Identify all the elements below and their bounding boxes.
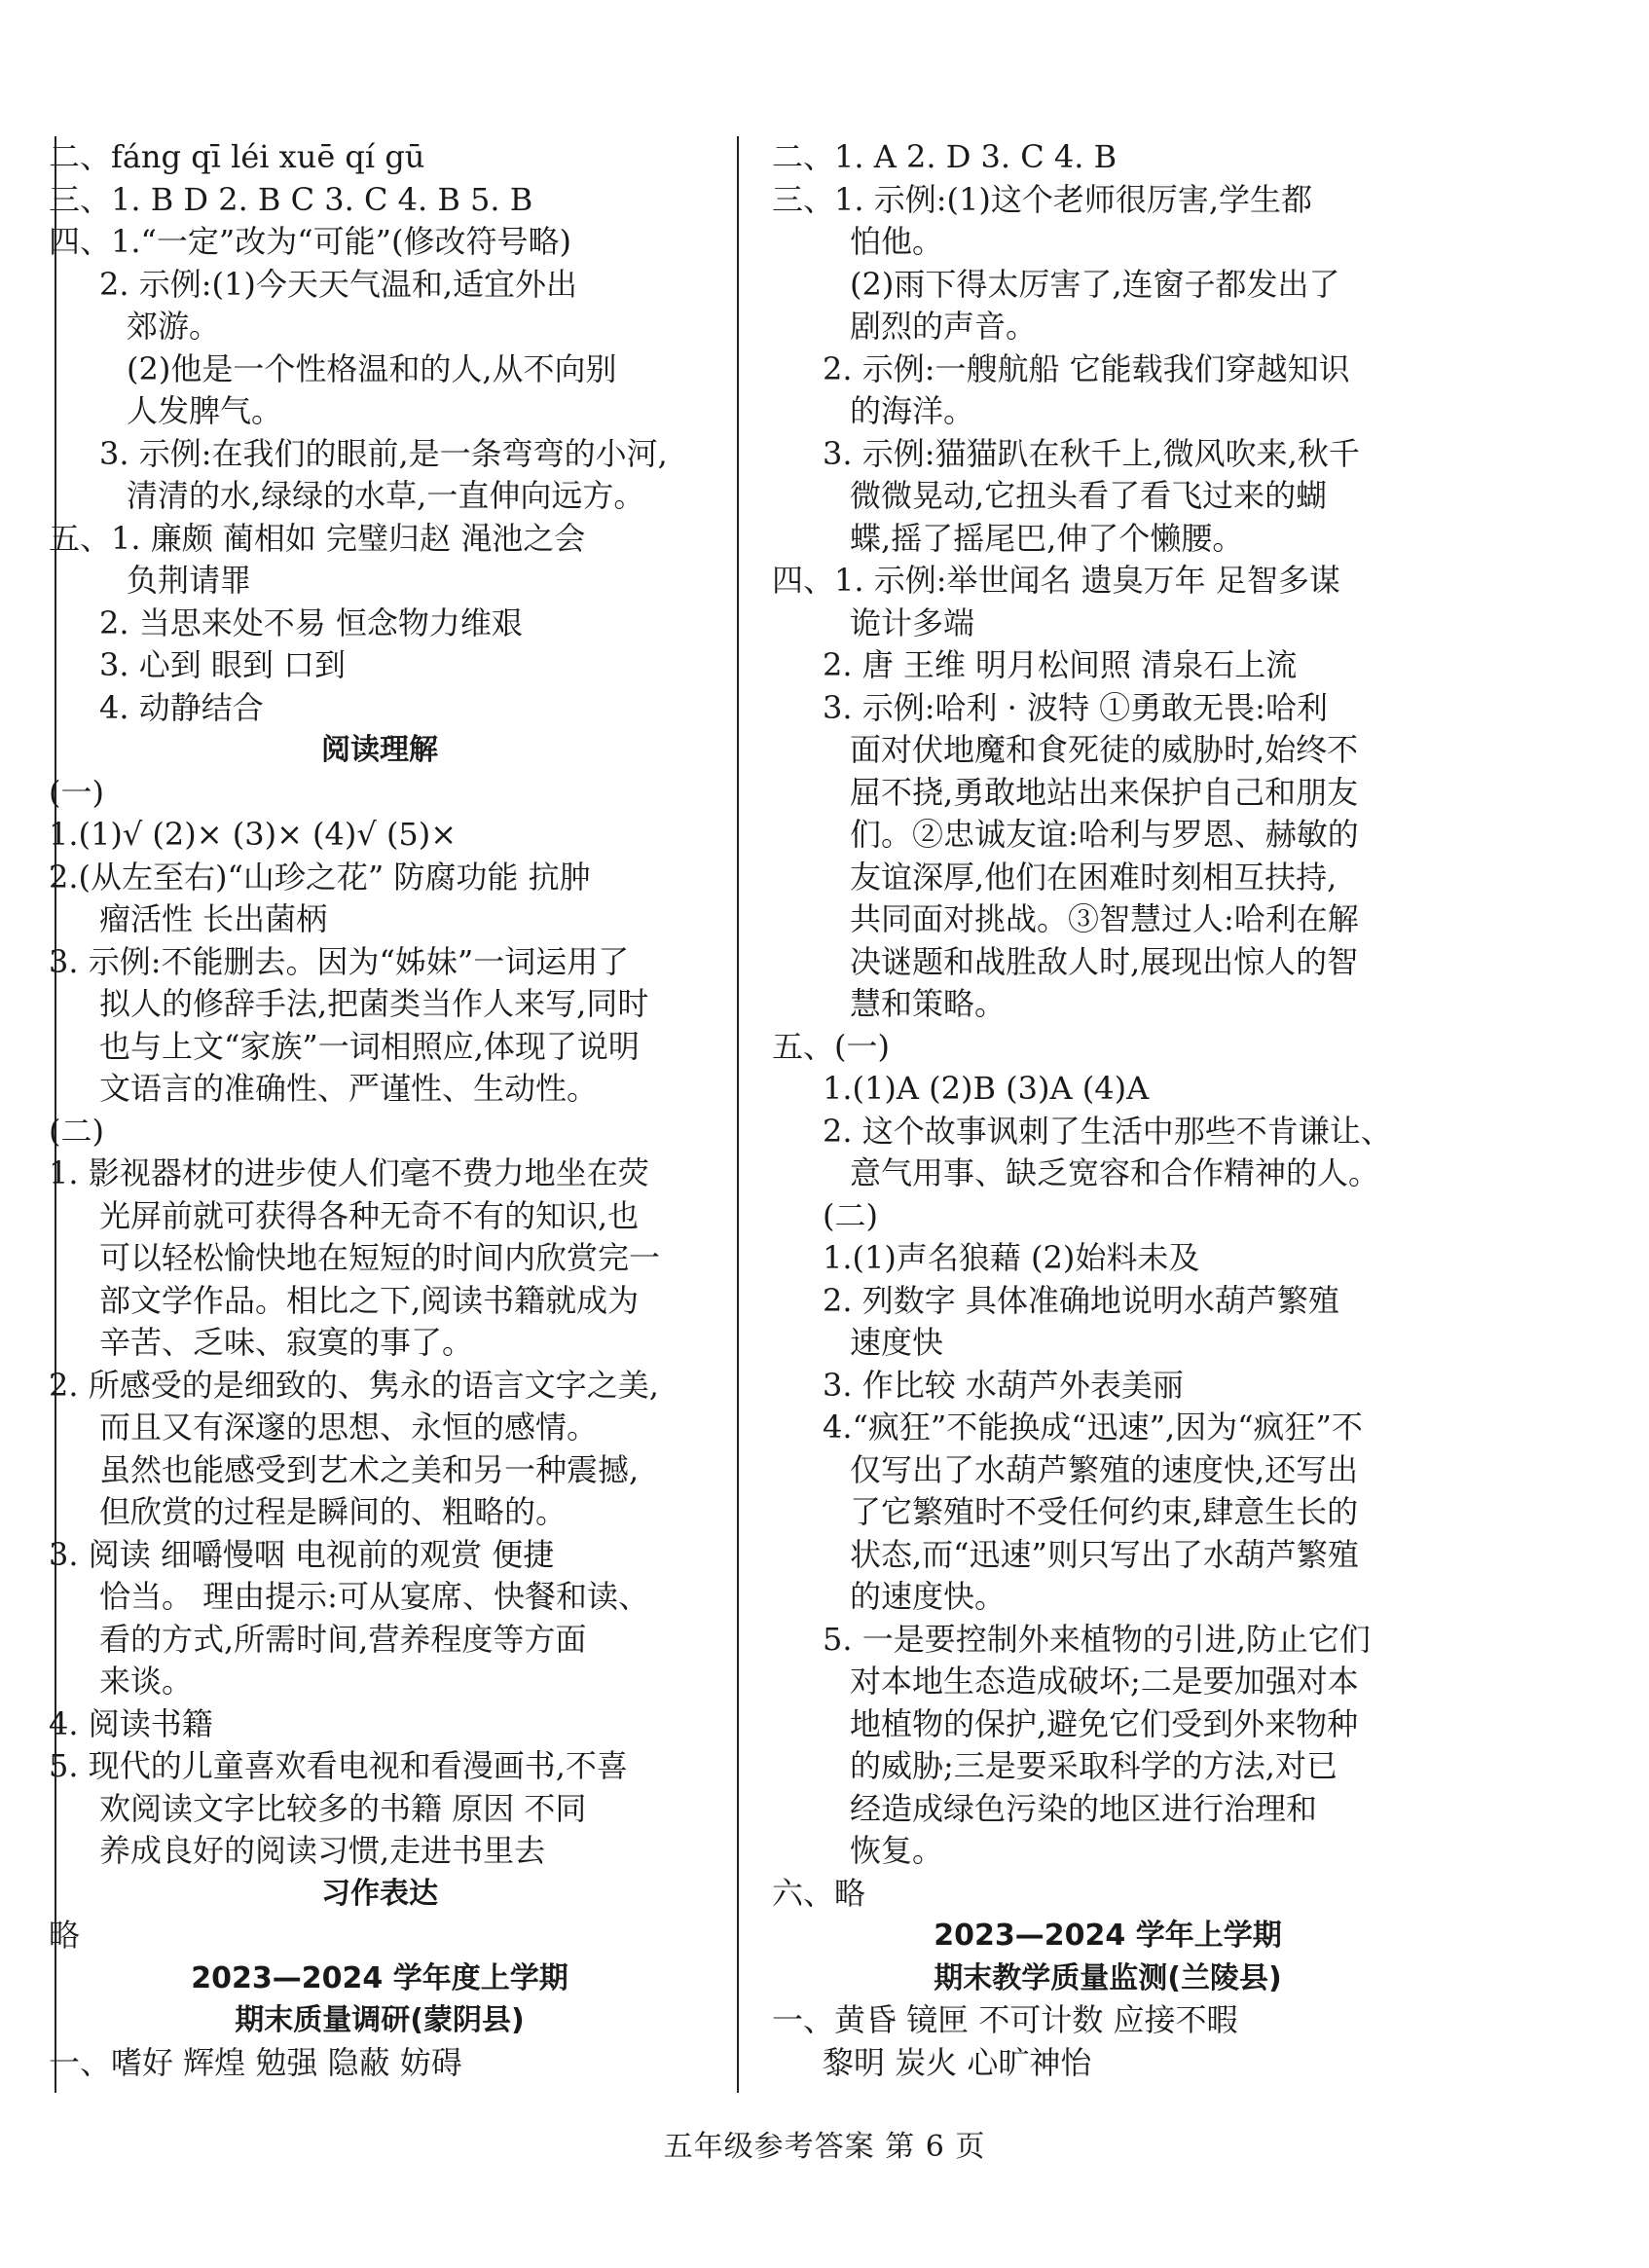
answer-line: 一、嗜好 辉煌 勉强 隐蔽 妨碍	[49, 2043, 462, 2081]
answer-line: 辛苦、乏味、寂寞的事了。	[99, 1324, 474, 1361]
answer-line: 养成良好的阅读习惯,走进书里去	[99, 1832, 546, 1869]
answer-line: 2. 示例:一艘航船 它能载我们穿越知识	[823, 349, 1350, 387]
answer-line: 黎明 炭火 心旷神怡	[823, 2043, 1092, 2081]
answer-line: 蝶,摇了摇尾巴,伸了个懒腰。	[850, 519, 1244, 557]
answer-line: 4. 动静结合	[99, 688, 264, 726]
answer-line: 速度快	[850, 1324, 944, 1361]
answer-line: (2)雨下得太厉害了,连窗子都发出了	[850, 265, 1340, 303]
answer-line: 郊游。	[127, 308, 221, 345]
answer-line: 友谊深厚,他们在困难时刻相互扶持,	[850, 858, 1338, 896]
answer-line: 人发脾气。	[127, 392, 283, 429]
answer-line: 3. 示例:在我们的眼前,是一条弯弯的小河,	[99, 434, 668, 472]
answer-line: 2. 唐 王维 明月松间照 清泉石上流	[823, 646, 1298, 683]
answer-line: 3. 作比较 水葫芦外表美丽	[823, 1366, 1184, 1404]
answer-line: (二)	[49, 1112, 104, 1150]
answer-line: 五、(一)	[772, 1027, 890, 1065]
answer-line: 3. 示例:猫猫趴在秋千上,微风吹来,秋千	[823, 434, 1360, 472]
answer-line: (2)他是一个性格温和的人,从不向别	[127, 349, 617, 387]
answer-line: 2.(从左至右)“山珍之花” 防腐功能 抗肿	[49, 858, 591, 896]
answer-line: 二、fáng qī léi xuē qí gū	[49, 138, 425, 175]
answer-line: 四、1.“一定”改为“可能”(修改符号略)	[49, 223, 571, 260]
section-heading: 阅读理解	[321, 733, 438, 767]
answer-line: 屈不挠,勇敢地站出来保护自己和朋友	[850, 773, 1359, 811]
answer-line: 3. 阅读 细嚼慢咽 电视前的观赏 便捷	[49, 1535, 555, 1573]
section-heading: 2023—2024 学年度上学期	[191, 1960, 568, 1995]
answer-line: 一、黄昏 镜匣 不可计数 应接不暇	[772, 2001, 1238, 2038]
answer-line: 2. 列数字 具体准确地说明水葫芦繁殖	[823, 1281, 1339, 1319]
answer-line: 的速度快。	[850, 1578, 1007, 1615]
answer-line: 决谜题和战胜敌人时,展现出惊人的智	[850, 942, 1359, 980]
answer-line: 部文学作品。相比之下,阅读书籍就成为	[99, 1281, 640, 1319]
answer-line: 3. 示例:不能删去。因为“姊妹”一词运用了	[49, 942, 630, 980]
answer-line: (一)	[49, 773, 104, 811]
answer-line: 瘤活性 长出菌柄	[99, 900, 328, 937]
answer-line: 5. 一是要控制外来植物的引进,防止它们	[823, 1620, 1371, 1658]
section-heading: 期末质量调研(蒙阴县)	[235, 2003, 525, 2037]
answer-line: 3. 示例:哈利 · 波特 ①勇敢无畏:哈利	[823, 688, 1328, 726]
answer-line: 诡计多端	[850, 604, 975, 641]
page-footer: 五年级参考答案 第 6 页	[663, 2130, 986, 2164]
answer-line: 4.“疯狂”不能换成“迅速”,因为“疯狂”不	[823, 1408, 1363, 1445]
answer-line: 微微晃动,它扭头看了看飞过来的蝴	[850, 477, 1328, 514]
answer-line: 面对伏地魔和食死徒的威胁时,始终不	[850, 731, 1359, 768]
answer-line: (二)	[823, 1196, 878, 1234]
answer-line: 对本地生态造成破坏;二是要加强对本	[850, 1663, 1359, 1700]
answer-line: 怕他。	[850, 223, 944, 260]
answer-line: 2. 示例:(1)今天天气温和,适宜外出	[99, 265, 577, 303]
answer-line: 来谈。	[99, 1663, 194, 1700]
answer-line: 剧烈的声音。	[850, 308, 1038, 345]
answer-line: 们。②忠诚友谊:哈利与罗恩、赫敏的	[850, 816, 1359, 853]
answer-line: 地植物的保护,避免它们受到外来物种	[850, 1704, 1359, 1742]
answer-line: 略	[49, 1917, 81, 1954]
answer-line: 清清的水,绿绿的水草,一直伸向远方。	[127, 477, 645, 514]
answer-line: 4. 阅读书籍	[49, 1704, 213, 1742]
answer-line: 2. 当思来处不易 恒念物力维艰	[99, 604, 523, 641]
answer-line: 看的方式,所需时间,营养程度等方面	[99, 1620, 587, 1658]
answer-line: 了它繁殖时不受任何约束,肆意生长的	[850, 1493, 1359, 1530]
answer-line: 负荆请罪	[127, 562, 252, 599]
answer-line: 拟人的修辞手法,把菌类当作人来写,同时	[99, 985, 649, 1022]
section-heading: 习作表达	[321, 1876, 438, 1911]
answer-line: 2. 所感受的是细致的、隽永的语言文字之美,	[49, 1366, 659, 1404]
answer-line: 意气用事、缺乏宽容和合作精神的人。	[850, 1154, 1380, 1191]
answer-line: 欢阅读文字比较多的书籍 原因 不同	[99, 1789, 587, 1827]
answer-line: 的威胁;三是要采取科学的方法,对已	[850, 1747, 1338, 1784]
answer-line: 也与上文“家族”一词相照应,体现了说明	[99, 1027, 640, 1065]
answer-line: 状态,而“迅速”则只写出了水葫芦繁殖	[850, 1535, 1359, 1573]
answer-line: 二、1. A 2. D 3. C 4. B	[772, 138, 1118, 175]
section-heading: 期末教学质量监测(兰陵县)	[934, 1960, 1282, 1995]
answer-line: 1.(1)√ (2)× (3)× (4)√ (5)×	[49, 816, 458, 853]
answer-line: 三、1. B D 2. B C 3. C 4. B 5. B	[49, 180, 533, 218]
answer-line: 仅写出了水葫芦繁殖的速度快,还写出	[850, 1450, 1359, 1488]
answer-line: 三、1. 示例:(1)这个老师很厉害,学生都	[772, 180, 1312, 218]
answer-line: 四、1. 示例:举世闻名 遗臭万年 足智多谋	[772, 562, 1340, 599]
right-column	[772, 136, 1444, 2084]
answer-line: 3. 心到 眼到 口到	[99, 646, 347, 683]
section-heading: 2023—2024 学年上学期	[934, 1919, 1282, 1953]
answer-line: 5. 现代的儿童喜欢看电视和看漫画书,不喜	[49, 1747, 628, 1784]
answer-line: 1. 影视器材的进步使人们毫不费力地坐在荧	[49, 1154, 649, 1191]
answer-line: 六、略	[772, 1874, 866, 1912]
answer-line: 共同面对挑战。③智慧过人:哈利在解	[850, 900, 1359, 937]
answer-line: 1.(1)A (2)B (3)A (4)A	[823, 1070, 1150, 1107]
answer-line: 可以轻松愉快地在短短的时间内欣赏完一	[99, 1239, 661, 1276]
answer-line: 文语言的准确性、严谨性、生动性。	[99, 1070, 599, 1107]
answer-line: 的海洋。	[850, 392, 975, 429]
answer-line: 慧和策略。	[850, 985, 1007, 1022]
answer-line: 光屏前就可获得各种无奇不有的知识,也	[99, 1196, 640, 1234]
answer-line: 但欣赏的过程是瞬间的、粗略的。	[99, 1493, 568, 1530]
answer-line: 恰当。 理由提示:可从宴席、快餐和读、	[99, 1578, 649, 1615]
answer-line: 虽然也能感受到艺术之美和另一种震撼,	[99, 1450, 640, 1488]
column-divider	[737, 136, 739, 2093]
left-column	[49, 136, 711, 2084]
answer-line: 2. 这个故事讽刺了生活中那些不肯谦让、	[823, 1112, 1392, 1150]
answer-line: 经造成绿色污染的地区进行治理和	[850, 1789, 1318, 1827]
answer-line: 恢复。	[850, 1832, 944, 1869]
answer-line: 而且又有深邃的思想、永恒的感情。	[99, 1408, 599, 1445]
answer-line: 1.(1)声名狼藉 (2)始料未及	[823, 1239, 1200, 1276]
answer-line: 五、1. 廉颇 蔺相如 完璧归赵 渑池之会	[49, 519, 586, 557]
